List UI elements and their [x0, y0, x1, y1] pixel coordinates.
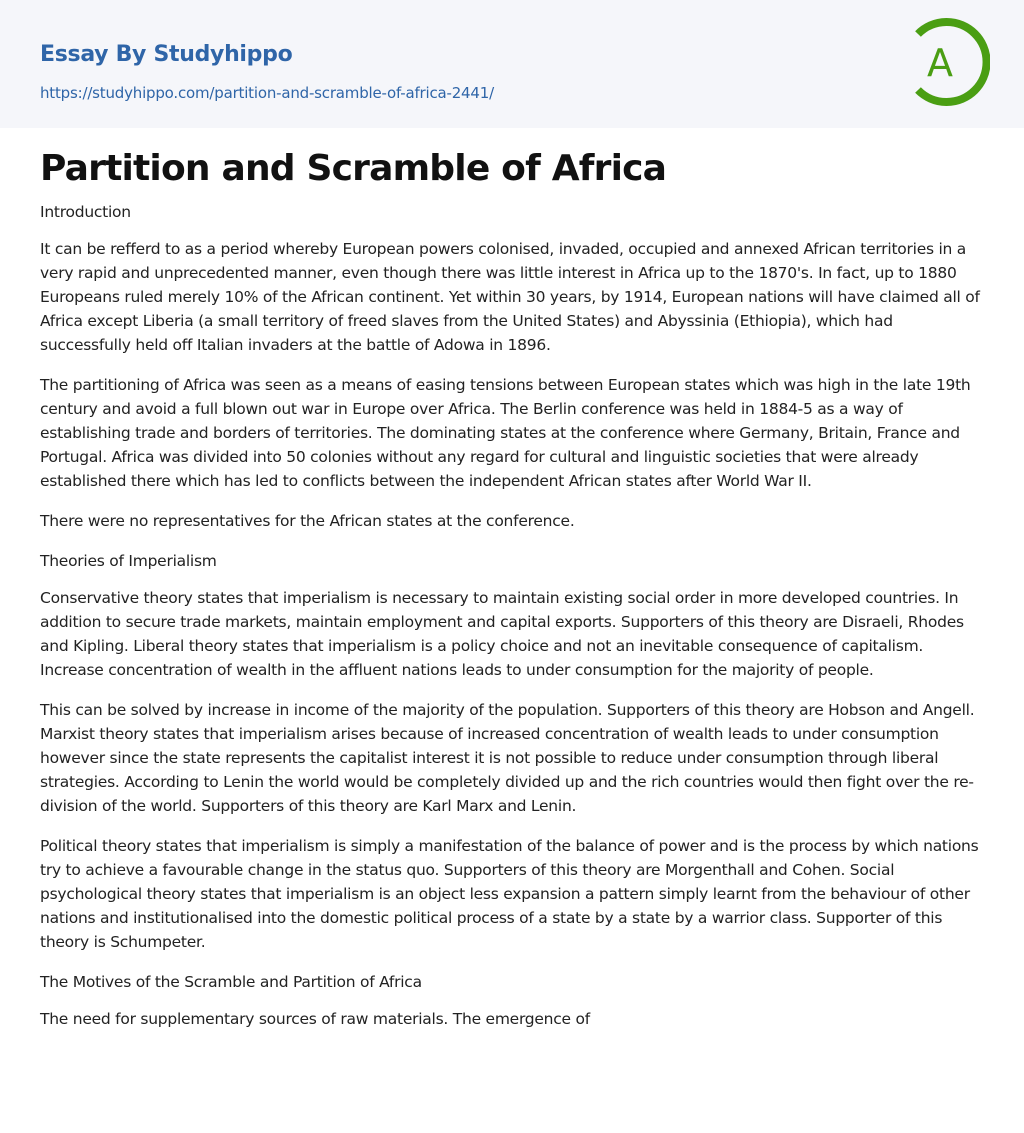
essay-url-link[interactable]: https://studyhippo.com/partition-and-scramble-of-africa-2441/ — [40, 84, 494, 102]
svg-text:A: A — [927, 41, 953, 85]
essay-body — [40, 200, 984, 1031]
site-header — [0, 0, 1024, 128]
paragraph: Political theory states that imperialism is simply a manifestation of the balance of power and is the process by which nations try to achieve a favourable change in the status quo. Supporters of this theory are Morgenthall and Cohen. Social psychological theory states that imperialism is an object less expansion a pattern simply learnt from the behaviour of other nations and institutionalised into the domestic political process of a state by a state by a warrior class. Supporter of this theory is Schumpeter. — [40, 837, 979, 951]
paragraph: Conservative theory states that imperialism is necessary to maintain existing social order in more developed countries. In addition to secure trade markets, maintain employment and capital exports. Supporters of this theory are Disraeli, Rhodes and Kipling. Liberal theory states that imperialism is a policy choice and not an inevitable consequence of capitalism. Increase concentration of wealth in the affluent nations leads to under consumption for the majority of people. — [40, 589, 964, 679]
paragraph: This can be solved by increase in income of the majority of the population. Supporters of this theory are Hobson and Angell. Marxist theory states that imperialism arises because of increased concentration of wealth leads to under consumption however since the state represents the capitalist interest it is not possible to reduce under consumption through liberal strategies. According to Lenin the world would be completely divided up and the rich countries would then fight over the re-division of the world. Supporters of this theory are Karl Marx and Lenin. — [40, 701, 975, 815]
paragraph: The need for supplementary sources of raw materials. The emergence of — [40, 1010, 590, 1028]
paragraph: There were no representatives for the African states at the conference. — [40, 512, 575, 530]
paragraph: It can be refferd to as a period whereby European powers colonised, invaded, occupied and annexed African territories in a very rapid and unprecedented manner, even though there was little interest in Africa up to the 1870's. In fact, up to 1880 Europeans ruled merely 10% of the African continent. Yet within 30 years, by 1914, European nations will have claimed all of Africa except Liberia (a small territory of freed slaves from the United States) and Abyssinia (Ethiopia), which had successfully held off Italian invaders at the battle of Adowa in 1896. — [40, 240, 980, 354]
studyhippo-logo-icon[interactable] — [906, 18, 990, 106]
section-heading: Introduction — [40, 203, 131, 221]
essay-title: Partition and Scramble of Africa — [40, 148, 667, 189]
brand-title: Essay By Studyhippo — [40, 42, 293, 67]
section-heading: The Motives of the Scramble and Partition of Africa — [40, 973, 422, 991]
section-heading: Theories of Imperialism — [40, 552, 217, 570]
paragraph: The partitioning of Africa was seen as a means of easing tensions between European states which was high in the late 19th century and avoid a full blown out war in Europe over Africa. The Berlin conference was held in 1884-5 as a way of establishing trade and borders of territories. The dominating states at the conference where Germany, Britain, France and Portugal. Africa was divided into 50 colonies without any regard for cultural and linguistic societies that were already established there which has led to conflicts between the independent African states after World War II. — [40, 376, 971, 490]
essay-content — [0, 146, 1024, 1031]
